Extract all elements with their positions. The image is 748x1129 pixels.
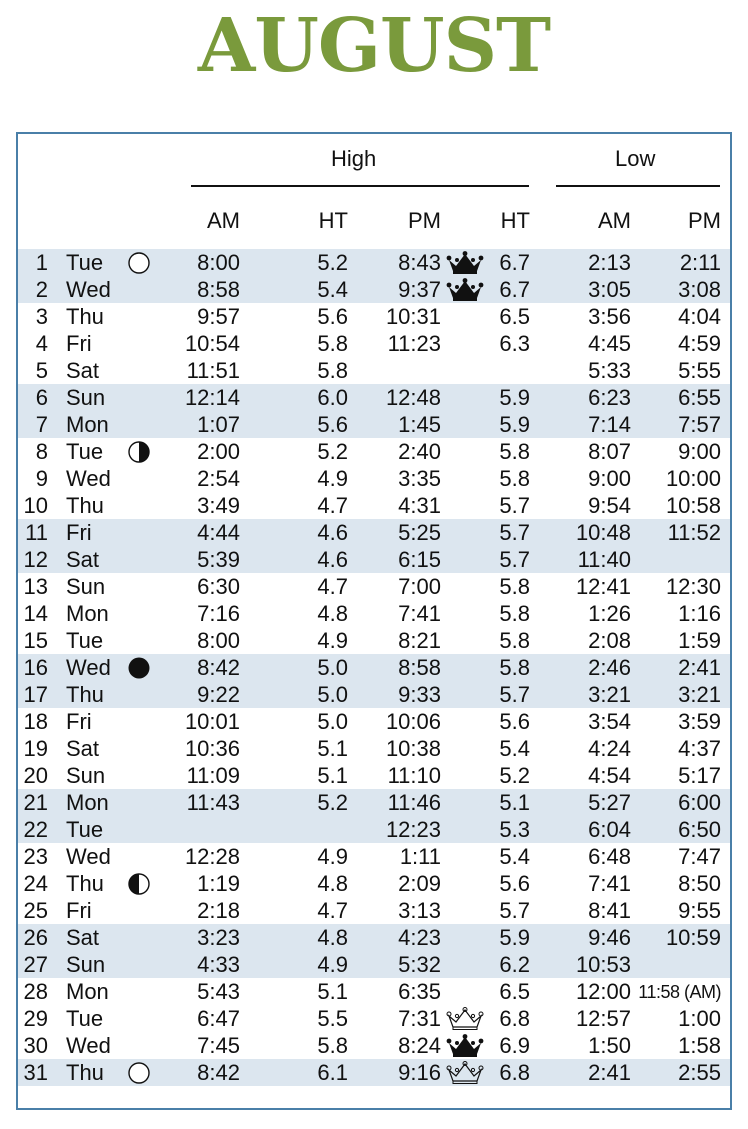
row-high-am: 6:30	[197, 574, 240, 599]
row-high-ht-pm: 5.8	[499, 466, 530, 491]
row-high-am: 12:14	[184, 385, 240, 410]
row-date: 26	[23, 925, 48, 950]
row-high-am: 6:47	[197, 1006, 240, 1031]
row-high-pm: 5:25	[398, 520, 441, 545]
table-row	[18, 708, 730, 735]
row-high-ht-am: 5.8	[317, 1033, 348, 1058]
row-high-pm: 3:35	[398, 466, 441, 491]
row-high-am: 12:28	[184, 844, 240, 869]
high-group-rule	[191, 185, 529, 187]
row-high-am: 8:42	[197, 655, 240, 680]
row-high-am: 3:23	[197, 925, 240, 950]
row-low-am: 6:04	[588, 817, 631, 842]
row-high-ht-pm: 5.9	[499, 412, 530, 437]
row-high-ht-pm: 6.3	[499, 331, 530, 356]
row-date: 2	[35, 277, 48, 302]
row-high-ht-pm: 6.8	[499, 1006, 530, 1031]
row-day: Sun	[66, 385, 106, 410]
table-row	[18, 654, 730, 681]
row-low-pm: 9:55	[678, 898, 721, 923]
row-day: Sun	[66, 574, 106, 599]
row-date: 30	[23, 1033, 48, 1058]
table-row	[18, 546, 730, 573]
row-day: Wed	[66, 466, 111, 491]
row-high-am: 4:44	[197, 520, 240, 545]
row-day: Thu	[66, 1060, 104, 1085]
row-high-pm: 2:09	[398, 871, 441, 896]
row-high-pm: 9:16	[398, 1060, 441, 1085]
table-row	[18, 924, 730, 951]
row-day: Thu	[66, 304, 104, 329]
row-high-am: 8:00	[197, 628, 240, 653]
row-high-ht-pm: 5.6	[499, 709, 530, 734]
new-moon-icon	[128, 657, 150, 679]
filled-crown-icon	[446, 251, 484, 275]
row-high-pm: 2:40	[398, 439, 441, 464]
row-low-pm: 12:30	[665, 574, 721, 599]
table-row	[18, 1005, 730, 1032]
row-low-am: 5:27	[588, 790, 631, 815]
row-low-pm: 8:50	[678, 871, 721, 896]
row-high-ht-pm: 5.6	[499, 871, 530, 896]
row-day: Sat	[66, 547, 100, 572]
row-low-pm: 5:55	[678, 358, 721, 383]
row-high-ht-pm: 5.8	[499, 601, 530, 626]
row-low-am: 8:07	[588, 439, 631, 464]
row-date: 20	[23, 763, 48, 788]
row-low-am: 1:50	[588, 1033, 631, 1058]
row-day: Sun	[66, 763, 106, 788]
row-low-am: 3:05	[588, 277, 631, 302]
row-low-am: 2:41	[588, 1060, 631, 1085]
row-low-pm: 1:59	[678, 628, 721, 653]
row-low-am: 2:08	[588, 628, 631, 653]
row-date: 1	[35, 250, 48, 275]
table-row	[18, 843, 730, 870]
row-high-ht-pm: 5.8	[499, 655, 530, 680]
table-row	[18, 681, 730, 708]
row-high-am: 10:36	[184, 736, 240, 761]
outline-crown-icon	[446, 1061, 484, 1085]
row-high-ht-am: 4.6	[317, 547, 348, 572]
row-high-ht-pm: 5.2	[499, 763, 530, 788]
first-quarter-icon	[128, 441, 150, 463]
table-row	[18, 519, 730, 546]
row-date: 15	[23, 628, 48, 653]
row-high-am: 2:18	[197, 898, 240, 923]
row-high-ht-pm: 5.1	[499, 790, 530, 815]
row-low-pm: 3:59	[678, 709, 721, 734]
row-date: 5	[35, 358, 48, 383]
row-high-pm: 10:31	[385, 304, 441, 329]
table-row	[18, 870, 730, 897]
row-high-am: 5:43	[197, 979, 240, 1004]
col-header-low-pm: PM	[688, 208, 721, 233]
table-row	[18, 762, 730, 789]
row-high-pm: 4:23	[398, 925, 441, 950]
row-high-pm: 8:58	[398, 655, 441, 680]
row-high-am: 11:09	[186, 763, 240, 788]
row-high-ht-am: 5.2	[317, 790, 348, 815]
row-date: 23	[23, 844, 48, 869]
row-high-ht-am: 5.8	[317, 358, 348, 383]
row-day: Thu	[66, 493, 104, 518]
row-day: Tue	[66, 817, 104, 842]
row-low-pm: 2:41	[678, 655, 721, 680]
row-low-pm: 1:58	[678, 1033, 721, 1058]
row-high-ht-am: 4.9	[317, 844, 348, 869]
table-row	[18, 357, 730, 384]
row-high-am: 2:00	[197, 439, 240, 464]
row-high-pm: 11:23	[387, 331, 441, 356]
row-low-am: 9:46	[588, 925, 631, 950]
row-low-pm: 10:58	[665, 493, 721, 518]
row-high-ht-pm: 6.2	[499, 952, 530, 977]
row-high-am: 2:54	[197, 466, 240, 491]
table-row	[18, 951, 730, 978]
row-high-am: 7:45	[197, 1033, 240, 1058]
row-high-ht-pm: 5.7	[499, 898, 530, 923]
row-high-pm: 11:10	[387, 763, 441, 788]
table-row	[18, 735, 730, 762]
row-high-ht-am: 4.8	[317, 871, 348, 896]
row-day: Mon	[66, 790, 109, 815]
row-high-ht-pm: 5.9	[499, 385, 530, 410]
row-day: Tue	[66, 439, 104, 464]
row-low-am: 10:48	[575, 520, 631, 545]
low-group-label: Low	[615, 146, 656, 171]
row-high-ht-am: 4.9	[317, 466, 348, 491]
row-high-am: 1:19	[197, 871, 240, 896]
page-title: AUGUST	[197, 3, 551, 89]
row-low-am: 7:41	[588, 871, 631, 896]
col-header-high-ht-am: HT	[318, 208, 348, 233]
row-high-ht-pm: 5.7	[499, 547, 530, 572]
row-date: 21	[23, 790, 48, 815]
row-day: Tue	[66, 1006, 104, 1031]
row-low-pm: 4:59	[678, 331, 721, 356]
row-high-pm: 7:00	[398, 574, 441, 599]
row-high-pm: 1:45	[398, 412, 441, 437]
row-date: 9	[35, 466, 48, 491]
row-date: 13	[23, 574, 48, 599]
row-high-ht-pm: 5.8	[499, 574, 530, 599]
filled-crown-icon	[446, 278, 484, 302]
row-low-pm: 4:37	[678, 736, 721, 761]
table-row	[18, 789, 730, 816]
col-header-high-am: AM	[207, 208, 240, 233]
row-high-ht-am: 5.0	[317, 709, 348, 734]
row-high-pm: 6:35	[398, 979, 441, 1004]
row-high-pm: 5:32	[398, 952, 441, 977]
row-high-pm: 12:23	[385, 817, 441, 842]
row-low-pm: 11:58 (AM)	[638, 982, 721, 1002]
row-low-pm: 2:55	[678, 1060, 721, 1085]
row-date: 10	[23, 493, 48, 518]
row-high-ht-am: 5.5	[317, 1006, 348, 1031]
row-low-pm: 11:52	[667, 520, 721, 545]
row-low-am: 4:54	[588, 763, 631, 788]
row-low-am: 12:41	[575, 574, 631, 599]
row-high-ht-am: 6.0	[317, 385, 348, 410]
table-row	[18, 384, 730, 411]
row-date: 31	[23, 1060, 48, 1085]
row-high-ht-pm: 5.4	[499, 844, 530, 869]
row-date: 19	[23, 736, 48, 761]
row-low-am: 7:14	[588, 412, 631, 437]
row-high-pm: 10:38	[385, 736, 441, 761]
row-day: Thu	[66, 682, 104, 707]
full-moon-icon	[128, 1062, 150, 1084]
row-date: 4	[35, 331, 48, 356]
table-row	[18, 438, 730, 465]
row-low-am: 6:48	[588, 844, 631, 869]
row-high-pm: 10:06	[385, 709, 441, 734]
outline-crown-icon	[446, 1007, 484, 1031]
row-high-pm: 11:46	[387, 790, 441, 815]
row-day: Wed	[66, 655, 111, 680]
row-high-ht-pm: 5.9	[499, 925, 530, 950]
table-row	[18, 411, 730, 438]
row-high-am: 8:00	[197, 250, 240, 275]
row-low-am: 3:21	[588, 682, 631, 707]
row-date: 12	[23, 547, 48, 572]
row-date: 3	[35, 304, 48, 329]
row-high-am: 8:58	[197, 277, 240, 302]
row-low-pm: 10:59	[665, 925, 721, 950]
row-low-am: 12:00	[575, 979, 631, 1004]
row-date: 16	[23, 655, 48, 680]
table-row	[18, 303, 730, 330]
row-day: Fri	[66, 331, 92, 356]
row-low-am: 8:41	[588, 898, 631, 923]
row-high-am: 11:43	[186, 790, 240, 815]
row-high-ht-pm: 5.3	[499, 817, 530, 842]
row-high-ht-am: 5.1	[317, 736, 348, 761]
row-low-am: 2:46	[588, 655, 631, 680]
row-low-am: 1:26	[588, 601, 631, 626]
row-day: Wed	[66, 277, 111, 302]
row-high-pm: 7:41	[398, 601, 441, 626]
row-low-pm: 9:00	[678, 439, 721, 464]
row-high-pm: 12:48	[385, 385, 441, 410]
row-high-ht-am: 6.1	[317, 1060, 348, 1085]
row-day: Sat	[66, 736, 100, 761]
row-high-ht-pm: 6.9	[499, 1033, 530, 1058]
row-high-ht-pm: 5.8	[499, 439, 530, 464]
row-high-ht-am: 5.2	[317, 250, 348, 275]
row-low-pm: 5:17	[678, 763, 721, 788]
row-high-pm: 9:37	[398, 277, 441, 302]
row-date: 8	[35, 439, 48, 464]
row-low-pm: 7:47	[678, 844, 721, 869]
row-day: Tue	[66, 628, 104, 653]
row-day: Sat	[66, 925, 100, 950]
row-date: 25	[23, 898, 48, 923]
row-high-am: 9:57	[197, 304, 240, 329]
table-row	[18, 600, 730, 627]
row-date: 11	[25, 520, 48, 545]
table-row	[18, 897, 730, 924]
row-day: Wed	[66, 844, 111, 869]
row-low-am: 3:56	[588, 304, 631, 329]
row-low-pm: 3:21	[678, 682, 721, 707]
row-day: Fri	[66, 898, 92, 923]
row-high-ht-am: 4.8	[317, 925, 348, 950]
row-date: 18	[23, 709, 48, 734]
row-low-am: 6:23	[588, 385, 631, 410]
row-date: 17	[23, 682, 48, 707]
row-date: 7	[35, 412, 48, 437]
row-low-pm: 6:50	[678, 817, 721, 842]
row-high-pm: 4:31	[398, 493, 441, 518]
table-row	[18, 573, 730, 600]
row-high-ht-pm: 6.5	[499, 979, 530, 1004]
row-low-am: 9:00	[588, 466, 631, 491]
row-high-ht-am: 4.7	[317, 574, 348, 599]
row-low-pm: 6:55	[678, 385, 721, 410]
row-date: 14	[23, 601, 48, 626]
row-high-ht-am: 4.6	[317, 520, 348, 545]
row-high-pm: 9:33	[398, 682, 441, 707]
row-low-am: 3:54	[588, 709, 631, 734]
row-high-am: 10:01	[184, 709, 240, 734]
row-low-am: 10:53	[575, 952, 631, 977]
row-high-am: 8:42	[197, 1060, 240, 1085]
table-row	[18, 627, 730, 654]
row-high-ht-am: 4.9	[317, 628, 348, 653]
row-date: 24	[23, 871, 48, 896]
row-high-ht-am: 5.0	[317, 655, 348, 680]
row-day: Mon	[66, 979, 109, 1004]
col-header-high-pm: PM	[408, 208, 441, 233]
row-high-pm: 6:15	[398, 547, 441, 572]
filled-crown-icon	[446, 1034, 484, 1058]
row-high-ht-pm: 5.8	[499, 628, 530, 653]
low-group-rule	[556, 185, 720, 187]
table-row	[18, 492, 730, 519]
row-day: Sun	[66, 952, 106, 977]
tide-table-body	[18, 249, 730, 1086]
row-day: Mon	[66, 412, 109, 437]
row-high-pm: 8:24	[398, 1033, 441, 1058]
row-high-am: 9:22	[197, 682, 240, 707]
row-low-am: 9:54	[588, 493, 631, 518]
row-high-ht-am: 5.1	[317, 763, 348, 788]
table-row	[18, 1059, 730, 1086]
row-low-pm: 4:04	[678, 304, 721, 329]
row-high-ht-am: 5.0	[317, 682, 348, 707]
row-high-ht-am: 5.6	[317, 304, 348, 329]
row-high-pm: 7:31	[398, 1006, 441, 1031]
row-high-ht-pm: 6.7	[499, 277, 530, 302]
row-high-ht-am: 5.1	[317, 979, 348, 1004]
full-moon-icon	[128, 252, 150, 274]
row-high-am: 11:51	[186, 358, 240, 383]
row-day: Tue	[66, 250, 104, 275]
table-row	[18, 276, 730, 303]
row-date: 29	[23, 1006, 48, 1031]
row-low-am: 4:24	[588, 736, 631, 761]
row-high-am: 5:39	[197, 547, 240, 572]
row-high-am: 4:33	[197, 952, 240, 977]
row-high-ht-am: 5.4	[317, 277, 348, 302]
row-high-pm: 8:43	[398, 250, 441, 275]
row-date: 22	[23, 817, 48, 842]
col-header-low-am: AM	[598, 208, 631, 233]
row-high-ht-am: 5.2	[317, 439, 348, 464]
row-day: Thu	[66, 871, 104, 896]
row-date: 28	[23, 979, 48, 1004]
row-high-pm: 3:13	[398, 898, 441, 923]
table-row	[18, 1032, 730, 1059]
row-low-pm: 1:00	[678, 1006, 721, 1031]
row-high-ht-pm: 5.7	[499, 493, 530, 518]
row-low-am: 4:45	[588, 331, 631, 356]
row-high-ht-pm: 6.8	[499, 1060, 530, 1085]
row-low-am: 2:13	[588, 250, 631, 275]
row-low-pm: 6:00	[678, 790, 721, 815]
table-row	[18, 978, 730, 1005]
row-day: Fri	[66, 520, 92, 545]
row-low-pm: 1:16	[678, 601, 721, 626]
row-date: 6	[35, 385, 48, 410]
table-row	[18, 249, 730, 276]
row-high-am: 10:54	[184, 331, 240, 356]
row-high-am: 1:07	[197, 412, 240, 437]
col-header-high-ht-pm: HT	[500, 208, 530, 233]
row-date: 27	[23, 952, 48, 977]
row-day: Sat	[66, 358, 100, 383]
row-high-ht-am: 5.8	[317, 331, 348, 356]
row-high-ht-pm: 5.7	[499, 682, 530, 707]
row-low-pm: 2:11	[679, 250, 721, 275]
row-day: Wed	[66, 1033, 111, 1058]
row-high-ht-am: 5.6	[317, 412, 348, 437]
row-high-am: 7:16	[197, 601, 240, 626]
row-low-am: 5:33	[588, 358, 631, 383]
table-row	[18, 816, 730, 843]
table-row	[18, 465, 730, 492]
row-high-ht-pm: 6.5	[499, 304, 530, 329]
row-high-pm: 8:21	[398, 628, 441, 653]
row-low-pm: 3:08	[678, 277, 721, 302]
row-high-ht-pm: 5.4	[499, 736, 530, 761]
row-high-pm: 1:11	[399, 844, 441, 869]
row-low-pm: 7:57	[678, 412, 721, 437]
row-low-pm: 10:00	[665, 466, 721, 491]
row-high-ht-am: 4.9	[317, 952, 348, 977]
row-high-am: 3:49	[197, 493, 240, 518]
row-day: Fri	[66, 709, 92, 734]
row-high-ht-pm: 5.7	[499, 520, 530, 545]
row-low-am: 12:57	[575, 1006, 631, 1031]
row-high-ht-am: 4.7	[317, 493, 348, 518]
row-high-ht-am: 4.7	[317, 898, 348, 923]
row-day: Mon	[66, 601, 109, 626]
last-quarter-icon	[128, 873, 150, 895]
table-row	[18, 330, 730, 357]
row-high-ht-pm: 6.7	[499, 250, 530, 275]
row-high-ht-am: 4.8	[317, 601, 348, 626]
row-low-am: 11:40	[577, 547, 631, 572]
high-group-label: High	[331, 146, 377, 171]
